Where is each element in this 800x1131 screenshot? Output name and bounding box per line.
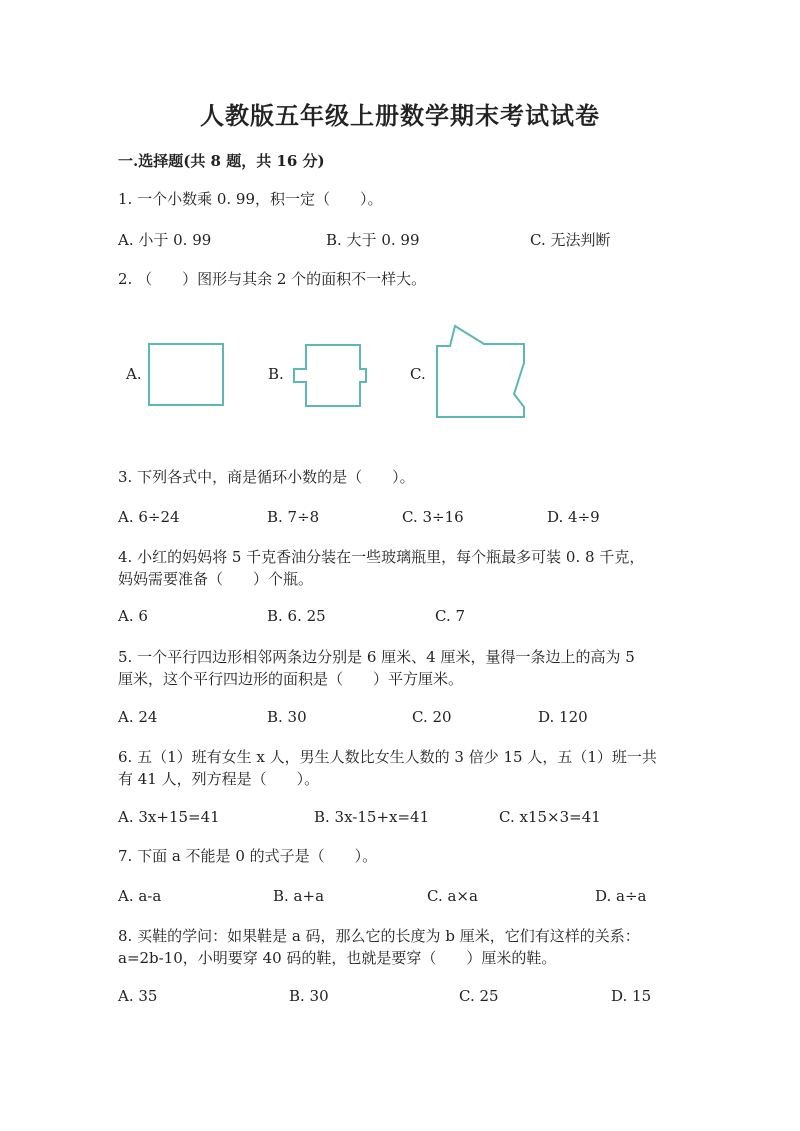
q3-option-c[interactable]: C. 3÷16: [402, 508, 464, 526]
figure-c-label: C.: [410, 365, 426, 383]
q2-figures: [118, 320, 538, 430]
question-3: 3. 下列各式中，商是循环小数的是（ ）。: [118, 468, 415, 486]
question-7: 7. 下面 a 不能是 0 的式子是（ ）。: [118, 847, 378, 865]
q7-option-c[interactable]: C. a×a: [427, 887, 478, 905]
section-heading: 一.选择题(共 8 题，共 16 分): [118, 152, 325, 170]
q8-option-b[interactable]: B. 30: [289, 987, 329, 1005]
question-5: [118, 646, 678, 690]
figure-b-shape: [294, 345, 366, 406]
question-5-line-1: 5. 一个平行四边形相邻两条边分别是 6 厘米、4 厘米，量得一条边上的高为 5: [118, 648, 635, 666]
q5-option-c[interactable]: C. 20: [412, 708, 452, 726]
question-5-line-2: 厘米，这个平行四边形的面积是（ ）平方厘米。: [118, 670, 464, 688]
q7-option-d[interactable]: D. a÷a: [595, 887, 647, 905]
question-4: [118, 546, 678, 590]
q7-option-b[interactable]: B. a+a: [273, 887, 325, 905]
q1-option-b[interactable]: B. 大于 0. 99: [326, 231, 420, 249]
q4-option-c[interactable]: C. 7: [435, 607, 466, 625]
q3-option-b[interactable]: B. 7÷8: [267, 508, 320, 526]
q8-option-d[interactable]: D. 15: [611, 987, 652, 1005]
q1-option-c[interactable]: C. 无法判断: [530, 231, 611, 249]
question-4-line-2: 妈妈需要准备（ ）个瓶。: [118, 570, 314, 588]
question-6-line-1: 6. 五（1）班有女生 x 人，男生人数比女生人数的 3 倍少 15 人，五（1）班一共: [118, 748, 657, 766]
q3-option-a[interactable]: A. 6÷24: [118, 508, 180, 526]
exam-title: 人教版五年级上册数学期末考试试卷: [200, 101, 600, 130]
q1-option-a[interactable]: A. 小于 0. 99: [118, 231, 212, 249]
figure-a-label: A.: [126, 365, 142, 383]
q5-option-b[interactable]: B. 30: [267, 708, 307, 726]
q5-option-d[interactable]: D. 120: [538, 708, 588, 726]
q6-option-c[interactable]: C. x15×3=41: [499, 808, 601, 826]
question-8-line-1: 8. 买鞋的学问：如果鞋是 a 码，那么它的长度为 b 厘米，它们有这样的关系：: [118, 927, 640, 945]
figure-a-rectangle: [149, 344, 223, 405]
question-8: [118, 925, 678, 969]
q6-option-a[interactable]: A. 3x+15=41: [118, 808, 220, 826]
q8-option-c[interactable]: C. 25: [459, 987, 499, 1005]
q5-option-a[interactable]: A. 24: [118, 708, 158, 726]
question-2: 2. （ ）图形与其余 2 个的面积不一样大。: [118, 270, 427, 288]
q4-option-b[interactable]: B. 6. 25: [267, 607, 326, 625]
q8-option-a[interactable]: A. 35: [118, 987, 158, 1005]
question-6-line-2: 有 41 人，列方程是（ ）。: [118, 770, 320, 788]
q6-option-b[interactable]: B. 3x-15+x=41: [314, 808, 430, 826]
question-8-line-2: a=2b-10，小明要穿 40 码的鞋，也就是要穿（ ）厘米的鞋。: [118, 949, 557, 967]
figure-c-shape: [437, 326, 524, 417]
q3-option-d[interactable]: D. 4÷9: [547, 508, 600, 526]
figure-b-label: B.: [268, 365, 284, 383]
question-6: [118, 746, 678, 790]
question-1: 1. 一个小数乘 0. 99，积一定（ ）。: [118, 190, 383, 208]
question-4-line-1: 4. 小红的妈妈将 5 千克香油分装在一些玻璃瓶里，每个瓶最多可装 0. 8 千克，: [118, 548, 645, 566]
q4-option-a[interactable]: A. 6: [118, 607, 148, 625]
q7-option-a[interactable]: A. a-a: [118, 887, 162, 905]
